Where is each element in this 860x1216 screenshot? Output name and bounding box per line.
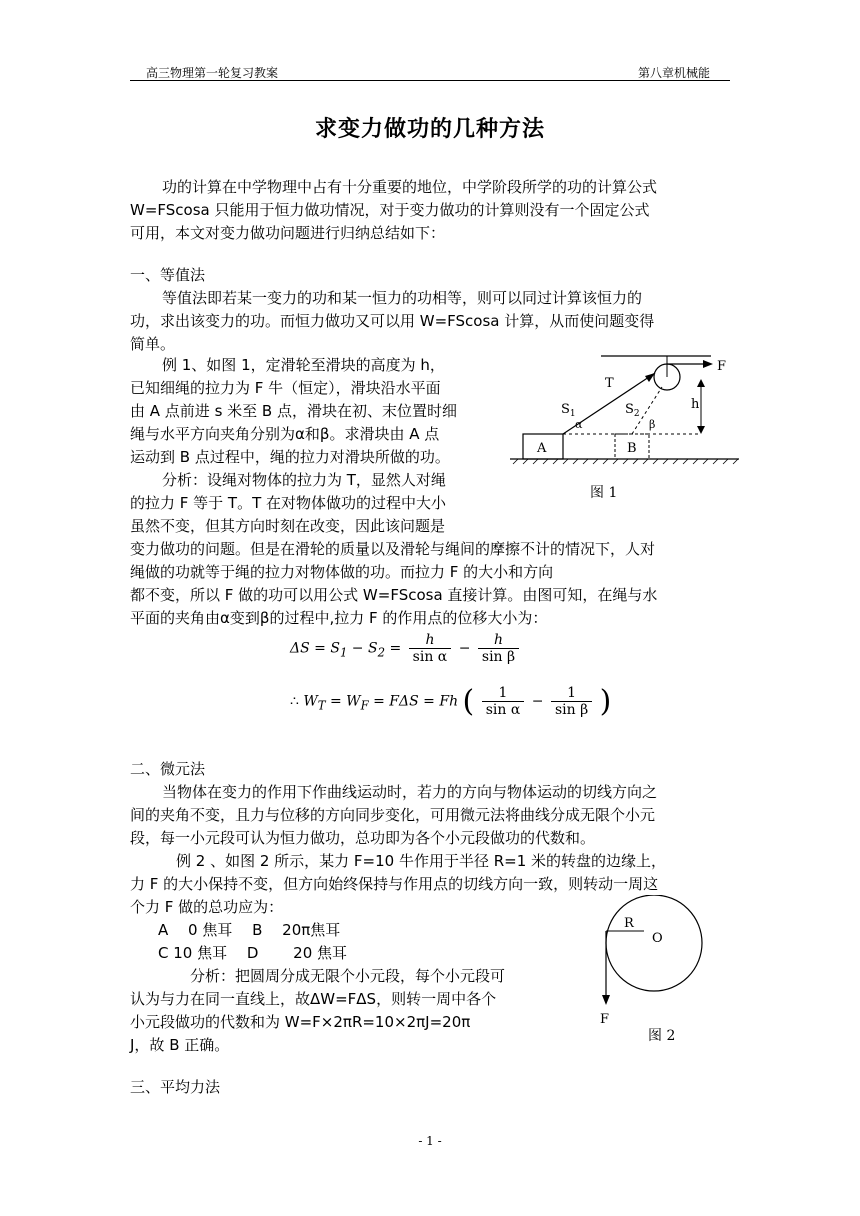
- label-r: R: [624, 916, 634, 931]
- example1-line-3: 由 A 点前进 s 米至 B 点，滑块在初、末位置时细: [130, 402, 457, 420]
- section2-heading: 二、微元法: [130, 760, 206, 778]
- section2-para-1: 当物体在变力的作用下作曲线运动时，若力的方向与物体运动的切线方向之: [162, 783, 658, 801]
- example2-line-2: 力 F 的大小保持不变，但方向始终保持与作用点的切线方向一致，则转动一周这: [130, 875, 659, 893]
- analysis2-line-3: 小元段做功的代数和为 W=F×2πR=10×2πJ=20π: [130, 1013, 471, 1031]
- label-f: F: [717, 359, 727, 374]
- section1-heading: 一、等值法: [130, 266, 206, 284]
- force-arrow-down-icon: [602, 995, 610, 1005]
- figure-2-caption: 图 2: [648, 1028, 676, 1044]
- formula-displacement: $\Delta S = S_1 - S_2$ = $\frac{h}{\text{sin α}}$ − $\frac{h}{\text{sin β}}$: [290, 632, 522, 665]
- label-alpha: α: [575, 418, 583, 431]
- label-s2: $S_2$: [625, 402, 640, 419]
- analysis2-line-2: 认为与力在同一直线上，故ΔW=FΔS，则转一周中各个: [130, 990, 497, 1008]
- label-t: T: [605, 376, 614, 391]
- label-h: h: [691, 397, 700, 412]
- section2-para-2: 间的夹角不变，且力与位移的方向同步变化，可用微元法将曲线分成无限个小元: [130, 806, 656, 824]
- label-f2: F: [600, 1012, 610, 1027]
- analysis1-line-7: 平面的夹角由α变到β的过程中,拉力 F 的作用点的位移大小为：: [130, 609, 548, 627]
- header-right: 第八章机械能: [638, 66, 711, 80]
- analysis2-line-4: J，故 B 正确。: [130, 1036, 230, 1054]
- example1-line-1: 例 1、如图 1，定滑轮至滑块的高度为 h，: [162, 356, 445, 374]
- option-row-2: C 10 焦耳 D 20 焦耳: [158, 944, 348, 962]
- intro-line-2: W=FScosa 只能用于恒力做功情况，对于变力做功的计算则没有一个固定公式: [130, 201, 650, 219]
- force-arrow-icon: [703, 360, 713, 368]
- analysis2-line-1: 分析：把圆周分成无限个小元段，每个小元段可: [190, 967, 506, 985]
- figure-2-diagram: [590, 895, 730, 1030]
- label-s1: $S_1$: [561, 402, 576, 419]
- header-left: 高三物理第一轮复习教案: [146, 66, 279, 80]
- page-title: 求变力做功的几种方法: [314, 117, 545, 142]
- figure-1-diagram: [505, 345, 745, 475]
- analysis1-line-5: 绳做的功就等于绳的拉力对物体做的功。而拉力 F 的大小和方向: [130, 563, 554, 581]
- height-arrow-up-icon: [697, 379, 705, 387]
- section1-para-2: 功，求出该变力的功。而恒力做功又可以用 W=FScosa 计算，从而使问题变得: [130, 312, 655, 330]
- example1-line-4: 绳与水平方向夹角分别为α和β。求滑块由 A 点: [130, 425, 440, 443]
- example2-line-3: 个力 F 做的总功应为：: [130, 898, 284, 916]
- label-beta: β: [649, 418, 656, 431]
- label-b: B: [627, 441, 637, 456]
- example1-line-5: 运动到 B 点过程中，绳的拉力对滑块所做的功。: [130, 448, 450, 466]
- section3-heading: 三、平均力法: [130, 1078, 221, 1096]
- page-number: - 1 -: [418, 1134, 442, 1148]
- section1-para-1: 等值法即若某一变力的功和某一恒力的功相等，则可以同过计算该恒力的: [162, 289, 643, 307]
- analysis1-line-3: 虽然不变，但其方向时刻在改变，因此该问题是: [130, 517, 446, 535]
- intro-line-3: 可用，本文对变力做功问题进行归纳总结如下：: [130, 224, 446, 242]
- label-a: A: [537, 441, 547, 456]
- example1-line-2: 已知细绳的拉力为 F 牛（恒定），滑块沿水平面: [130, 379, 441, 397]
- section1-para-3: 简单。: [130, 335, 176, 353]
- analysis1-line-6: 都不变，所以 F 做的功可以用公式 W=FScosa 直接计算。由图可知，在绳与水: [130, 586, 658, 604]
- analysis1-line-2: 的拉力 F 等于 T。T 在对物体做功的过程中大小: [130, 494, 447, 512]
- height-arrow-down-icon: [697, 426, 705, 434]
- header-rule: [130, 80, 730, 81]
- figure-1-caption: 图 1: [590, 485, 618, 501]
- label-o: O: [652, 931, 663, 946]
- formula-work: ∴ $W_T = W_F = F\Delta S = Fh$ ( $\frac{1}{\text{sin α}}$ − $\frac{1}{\text{sin β}}$ ): [290, 684, 612, 719]
- ground-hatch: [513, 459, 738, 464]
- analysis1-line-4: 变力做功的问题。但是在滑轮的质量以及滑轮与绳间的摩擦不计的情况下，人对: [130, 540, 656, 558]
- example2-line-1: 例 2 、如图 2 所示，某力 F=10 牛作用于半径 R=1 米的转盘的边缘上，: [176, 852, 667, 870]
- analysis1-line-1: 分析：设绳对物体的拉力为 T，显然人对绳: [162, 471, 446, 489]
- option-row-1: A 0 焦耳 B 20π焦耳: [158, 921, 341, 939]
- section2-para-3: 段，每一小元段可认为恒力做功，总功即为各个小元段做功的代数和。: [130, 829, 596, 847]
- intro-line-1: 功的计算在中学物理中占有十分重要的地位，中学阶段所学的功的计算公式: [162, 178, 658, 196]
